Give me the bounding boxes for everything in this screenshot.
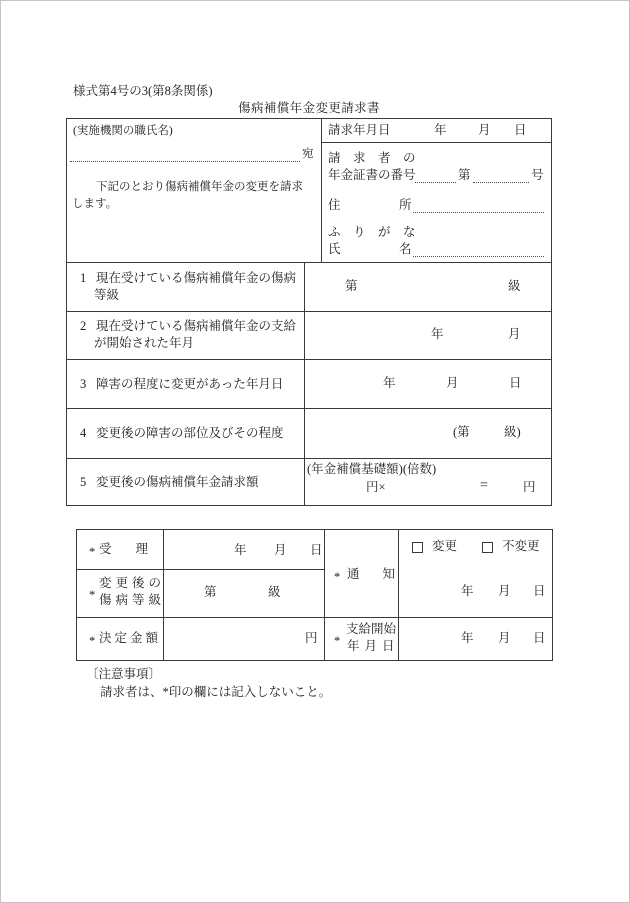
item-3-label-line1: 障害の程度に変更があった年月日: [96, 377, 284, 391]
item-4-number: 4: [80, 426, 87, 440]
decided-amount-label: 決定金額: [99, 631, 162, 645]
receipt-year-unit: 年: [234, 543, 247, 557]
declaration-line1: 下記のとおり傷病補償年金の変更を請求: [96, 181, 303, 193]
new-grade-prefix: 第: [204, 585, 217, 599]
new-grade-label-cell: [77, 570, 164, 618]
new-grade-label-line2: 傷病等級: [99, 593, 166, 607]
item-5-label-line1: 変更後の傷病補償年金請求額: [96, 475, 259, 489]
request-table: [66, 118, 552, 506]
payment-start-label-cell: [325, 618, 399, 660]
notice-star: *: [334, 570, 341, 584]
item-5-yen-unit: 円: [523, 480, 536, 494]
page-title: 傷病補償年金変更請求書: [238, 101, 380, 115]
item-1-label-line1: 現在受けている傷病補償年金の傷病: [96, 271, 297, 285]
form-number: 様式第4号の3(第8条関係): [73, 84, 213, 98]
item-3-month-unit: 月: [446, 376, 459, 390]
item-3-number: 3: [80, 377, 87, 391]
claimant-label-line1: 請求者の: [328, 151, 429, 165]
payment-start-date-cell: [399, 618, 552, 660]
receipt-day-unit: 日: [310, 543, 323, 557]
item-5-yen-times: 円×: [366, 480, 386, 494]
notice-day-unit: 日: [533, 584, 546, 598]
item-row-3: [67, 359, 551, 409]
receipt-date-cell: [164, 530, 325, 570]
item-row-5: [67, 458, 551, 505]
name-label-right: 名: [399, 242, 412, 256]
notice-year-unit: 年: [461, 584, 474, 598]
item-2-label-cell: [67, 311, 305, 359]
item-1-grade-prefix: 第: [345, 279, 358, 293]
item-1-number: 1: [80, 271, 87, 285]
declaration-line2: します。: [72, 198, 118, 210]
notice-label: 通知: [347, 567, 419, 581]
addressee-input-line[interactable]: [70, 147, 300, 162]
payment-start-month-unit: 月: [498, 631, 511, 645]
address-label-left: 住: [328, 198, 341, 212]
receipt-label: 受理: [99, 542, 173, 556]
item-row-4: [67, 408, 551, 459]
notes-body: 請求者は、*印の欄には記入しないこと。: [100, 685, 332, 699]
item-1-grade-suffix: 級: [508, 279, 521, 293]
decided-amount-label-cell: [77, 618, 164, 660]
payment-start-star: *: [334, 634, 341, 648]
notice-label-cell: [325, 530, 419, 618]
cert-number-prefix: 第: [458, 168, 471, 182]
request-date-month-unit: 月: [478, 123, 491, 137]
change-checkbox-label: 変更: [432, 539, 458, 553]
office-use-table: [76, 529, 553, 661]
addressee-suffix-label: 宛: [302, 148, 314, 160]
request-date-row: [322, 119, 551, 143]
request-date-year-unit: 年: [434, 123, 447, 137]
no-change-checkbox[interactable]: [482, 542, 493, 553]
item-3-year-unit: 年: [383, 376, 396, 390]
item-row-2: [67, 311, 551, 360]
address-label-right: 所: [399, 198, 412, 212]
payment-start-label-line1: 支給開始: [346, 622, 397, 636]
decided-amount-value-cell: [164, 618, 325, 660]
item-3-label-cell: [67, 359, 305, 408]
pension-cert-number-label: 年金証書の番号: [328, 168, 416, 182]
item-row-1: [67, 263, 551, 312]
receipt-star: *: [89, 545, 96, 559]
notes-heading: 〔注意事項〕: [86, 667, 162, 681]
pension-cert-number-input-line[interactable]: [415, 168, 456, 183]
receipt-label-cell: [77, 530, 173, 570]
item-4-label-cell: [67, 408, 305, 458]
item-2-month-unit: 月: [508, 327, 521, 341]
item-4-grade-close: 級): [504, 425, 521, 439]
item-2-label-line1: 現在受けている傷病補償年金の支給: [96, 319, 297, 333]
address-input-line[interactable]: [413, 198, 544, 213]
new-grade-suffix: 級: [268, 585, 281, 599]
request-date-label: 請求年月日: [328, 123, 391, 137]
receipt-month-unit: 月: [274, 543, 287, 557]
item-5-formula-caption: (年金補償基礎額)(倍数): [307, 462, 437, 476]
payment-start-year-unit: 年: [461, 631, 474, 645]
name-label-left: 氏: [328, 242, 341, 256]
item-1-label-cell: [67, 263, 305, 311]
change-checkbox[interactable]: [412, 542, 423, 553]
cert-number-suffix: 号: [531, 168, 544, 182]
new-grade-value-cell: [164, 570, 325, 618]
name-input-line[interactable]: [413, 242, 544, 257]
new-grade-star: *: [89, 588, 96, 602]
item-1-label-line2: 等級: [94, 288, 120, 302]
payment-start-day-unit: 日: [533, 631, 546, 645]
header-claimant-cell: [322, 119, 551, 263]
item-5-number: 5: [80, 475, 87, 489]
org-name-label: (実施機関の職氏名): [73, 125, 173, 137]
item-2-label-line2: が開始された年月: [94, 336, 195, 350]
decided-amount-star: *: [89, 634, 96, 648]
decided-amount-yen-unit: 円: [305, 631, 318, 645]
item-2-year-unit: 年: [431, 327, 444, 341]
payment-start-label-line2: 年月日: [347, 639, 400, 653]
item-4-label-line1: 変更後の障害の部位及びその程度: [96, 426, 284, 440]
new-grade-label-line1: 変更後の: [99, 576, 166, 590]
furigana-label: ふりがな: [328, 225, 429, 239]
header-org-cell: [67, 119, 322, 263]
item-4-grade-open: (第: [453, 425, 470, 439]
request-date-day-unit: 日: [514, 123, 527, 137]
item-3-day-unit: 日: [509, 376, 522, 390]
notice-month-unit: 月: [498, 584, 511, 598]
cert-number-value-input-line[interactable]: [473, 168, 529, 183]
item-5-equals-sign: =: [480, 478, 488, 493]
notice-value-cell: [399, 530, 552, 618]
item-5-label-cell: [67, 458, 305, 505]
no-change-checkbox-label: 不変更: [502, 539, 540, 553]
item-2-number: 2: [80, 319, 87, 333]
